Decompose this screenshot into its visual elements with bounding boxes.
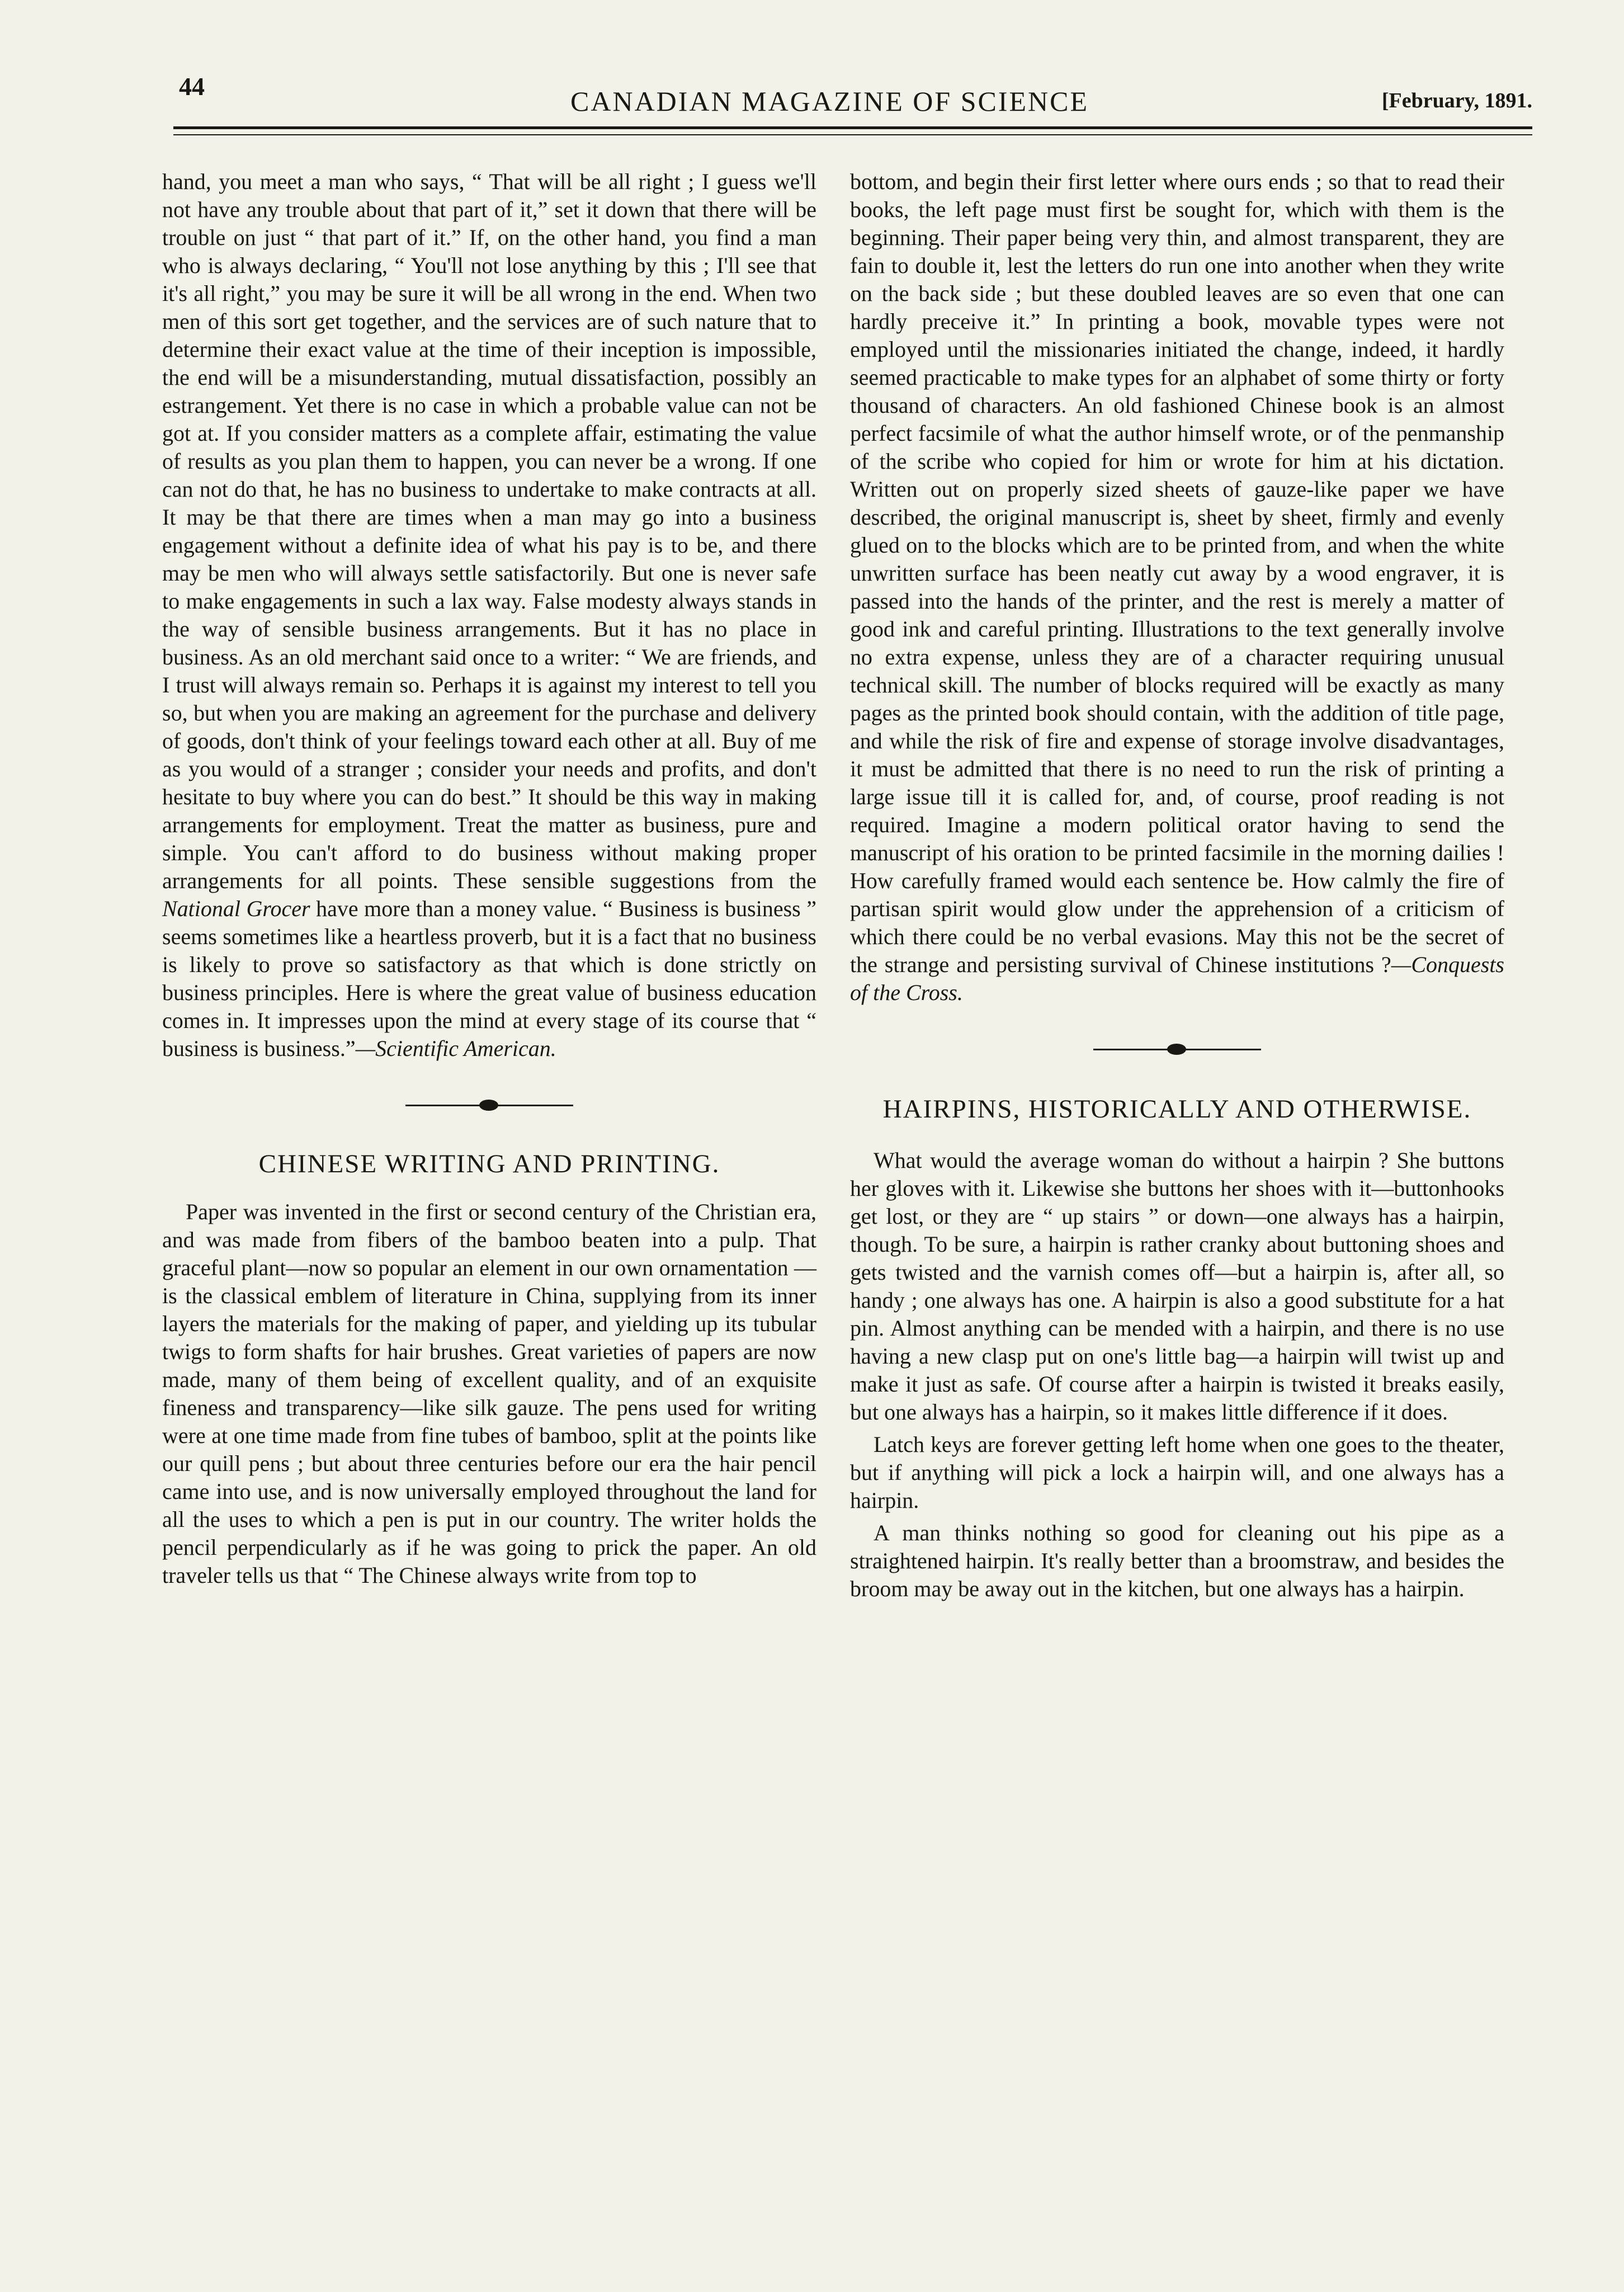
article-title: HAIRPINS, HISTORICALLY AND OTHERWISE. xyxy=(882,1095,1472,1124)
chinese-article-continuation xyxy=(850,168,1504,1007)
article-paragraph: Latch keys are forever getting left home when one goes to the theater, but if anything will pick a lock a hairpin will, and one always has a hairpin. xyxy=(850,1432,1504,1513)
business-article-continuation xyxy=(162,168,816,1063)
section-divider xyxy=(1093,1044,1261,1055)
right-column xyxy=(850,168,1504,2237)
running-head xyxy=(179,72,1532,122)
article-title: CHINESE WRITING AND PRINTING. xyxy=(258,1149,720,1178)
continued-text: hand, you meet a man who says, “ That will be all right ; I guess we'll not have any trouble about that part of it,” set it down that there will be trouble on just “ that part of it.” If, on the other hand, you find a man who is always declaring, “ You'll not lose anything by this ; I'll see that it's all right,” you may be sure it will be all wrong in the end. When two men of this sort get together, and the services are of such nature that to determine their exact value at the time of their inception is impossible, the end will be a misunderstanding, mutual dissatisfaction, possibly an estrangement. Yet there is no case in which a probable value can not be got at. If you consider matters as a complete affair, estimating the value of results as you plan them to happen, you can never be a wrong. If one can not do that, he has no business to undertake to make contracts at all. It may be that there are times when a man may go into a business engagement without a definite idea of what his pay is to be, and there may be men who will always settle satisfactorily. But one is never safe to make engagements in such a lax way. False modesty always stands in the way of sensible business arrangements. But it has no place in business. As an old merchant said once to a writer: “ We are friends, and I trust will always remain so. Perhaps it is against my interest to tell you so, but when you are making an agreement for the purchase and delivery of goods, don't think of your feelings toward each other at all. Buy of me as you would of a stranger ; consider your needs and profits, and don't hesitate to buy where you can do best.” It should be this way in making arrangements for employment. Treat the matter as business, pure and simple. You can't afford to do business without making proper arrangements for all points. These sensible suggestions from the xyxy=(162,169,816,893)
article-paragraph: A man thinks nothing so good for cleaning out his pipe as a straightened hairpin. It's really better than a broomstraw, and besides the broom may be away out in the kitchen, but one always has a hairpin. xyxy=(850,1520,1504,1601)
section-divider xyxy=(405,1100,573,1111)
issue-date: [February, 1891. xyxy=(1381,89,1532,112)
byline: —Conquests of the Cross. xyxy=(850,952,1504,1005)
article-paragraph: Paper was invented in the first or second century of the Christian era, and was made from fibers of the bamboo beaten into a pulp. That graceful plant—now so popular an element in our own ornamentation —is the classical emblem of literature in China, supplying from its inner layers the materials for the making of paper, and yielding up its tubular twigs to form shafts for hair brushes. Great varieties of papers are now made, many of them being of excellent quality, and of an exquisite fineness and transparency—like silk gauze. The pens used for writing were at one time made from fine tubes of bamboo, split at the points like our quill pens ; but about three centuries before our era the hair pencil came into use, and is now universally employed throughout the land for all the uses to which a pen is put in our country. The writer holds the pencil perpendicularly as if he was going to prick the paper. An old traveler tells us that “ The Chinese always write from top to xyxy=(162,1199,816,1588)
continued-text: bottom, and begin their first letter where ours ends ; so that to read their books, the left page must first be sought for, which with them is the beginning. Their paper being very thin, and almost transparent, they are fain to double it, lest the letters do run one into another when they write on the back side ; but these doubled leaves are so even that one can hardly preceive it.” In printing a book, movable types were not employed until the missionaries initiated the change, indeed, it hardly seemed practicable to make types for an alphabet of some thirty or forty thousand of characters. An old fashioned Chinese book is an almost perfect facsimile of what the author himself wrote, or of the penmanship of the scribe who copied for him or wrote for him at his dictation. Written out on properly sized sheets of gauze-like paper we have described, the original manuscript is, sheet by sheet, firmly and evenly glued on to the blocks which are to be printed from, and when the white unwritten surface has been neatly cut away by a wood engraver, it is passed into the hands of the printer, and the rest is merely a matter of good ink and careful printing. Illustrations to the text generally involve no extra expense, unless they are of a character requiring unusual technical skill. The number of blocks required will be exactly as many pages as the printed book should contain, with the addition of title page, and while the risk of fire and expense of storage involve disadvantages, it must be admitted that there is no need to run the risk of printing a large issue till it is called for, and, of course, proof reading is not required. Imagine a modern political orator having to send the manuscript of his oration to be printed facsimile in the morning dailies ! How carefully framed would each sentence be. How calmly the fire of partisan spirit would glow under the apprehension of a criticism of which there could be no verbal evasions. May this not be the secret of the strange and persisting survival of Chinese institutions ? xyxy=(850,169,1504,977)
magazine-title: CANADIAN MAGAZINE OF SCIENCE xyxy=(570,86,1089,117)
header-rule xyxy=(173,126,1532,129)
source-name: National Grocer xyxy=(162,896,310,921)
continued-text-2: have more than a money value. “ Business is business ” seems sometimes like a heartless proverb, but it is a fact that no business is likely to prove so satisfactory as that which is done strictly on business principles. Here is where the great value of business education comes in. It impresses upon the mind at every stage of its course that “ business is business.” xyxy=(162,896,817,1061)
header-rule-thin xyxy=(173,134,1532,135)
byline: —Scientific American. xyxy=(355,1036,556,1061)
page-number: 44 xyxy=(179,72,205,101)
left-column xyxy=(162,168,816,2237)
article-paragraph: What would the average woman do without a hairpin ? She buttons her gloves with it. Likewise she buttons her shoes with it—buttonhooks get lost, or they are “ up stairs ” or down—one always has a hairpin, though. To be sure, a hairpin is rather cranky about buttoning shoes and gets twisted and the varnish comes off—but a hairpin is, after all, so handy ; one always has one. A hairpin is also a good substitute for a hat pin. Almost anything can be mended with a hairpin, and there is no use having a new clasp put on one's little bag—a hairpin will twist up and make it just as safe. Of course after a hairpin is twisted it breaks easily, but one always has a hairpin, so it makes little difference if it does. xyxy=(850,1148,1504,1425)
